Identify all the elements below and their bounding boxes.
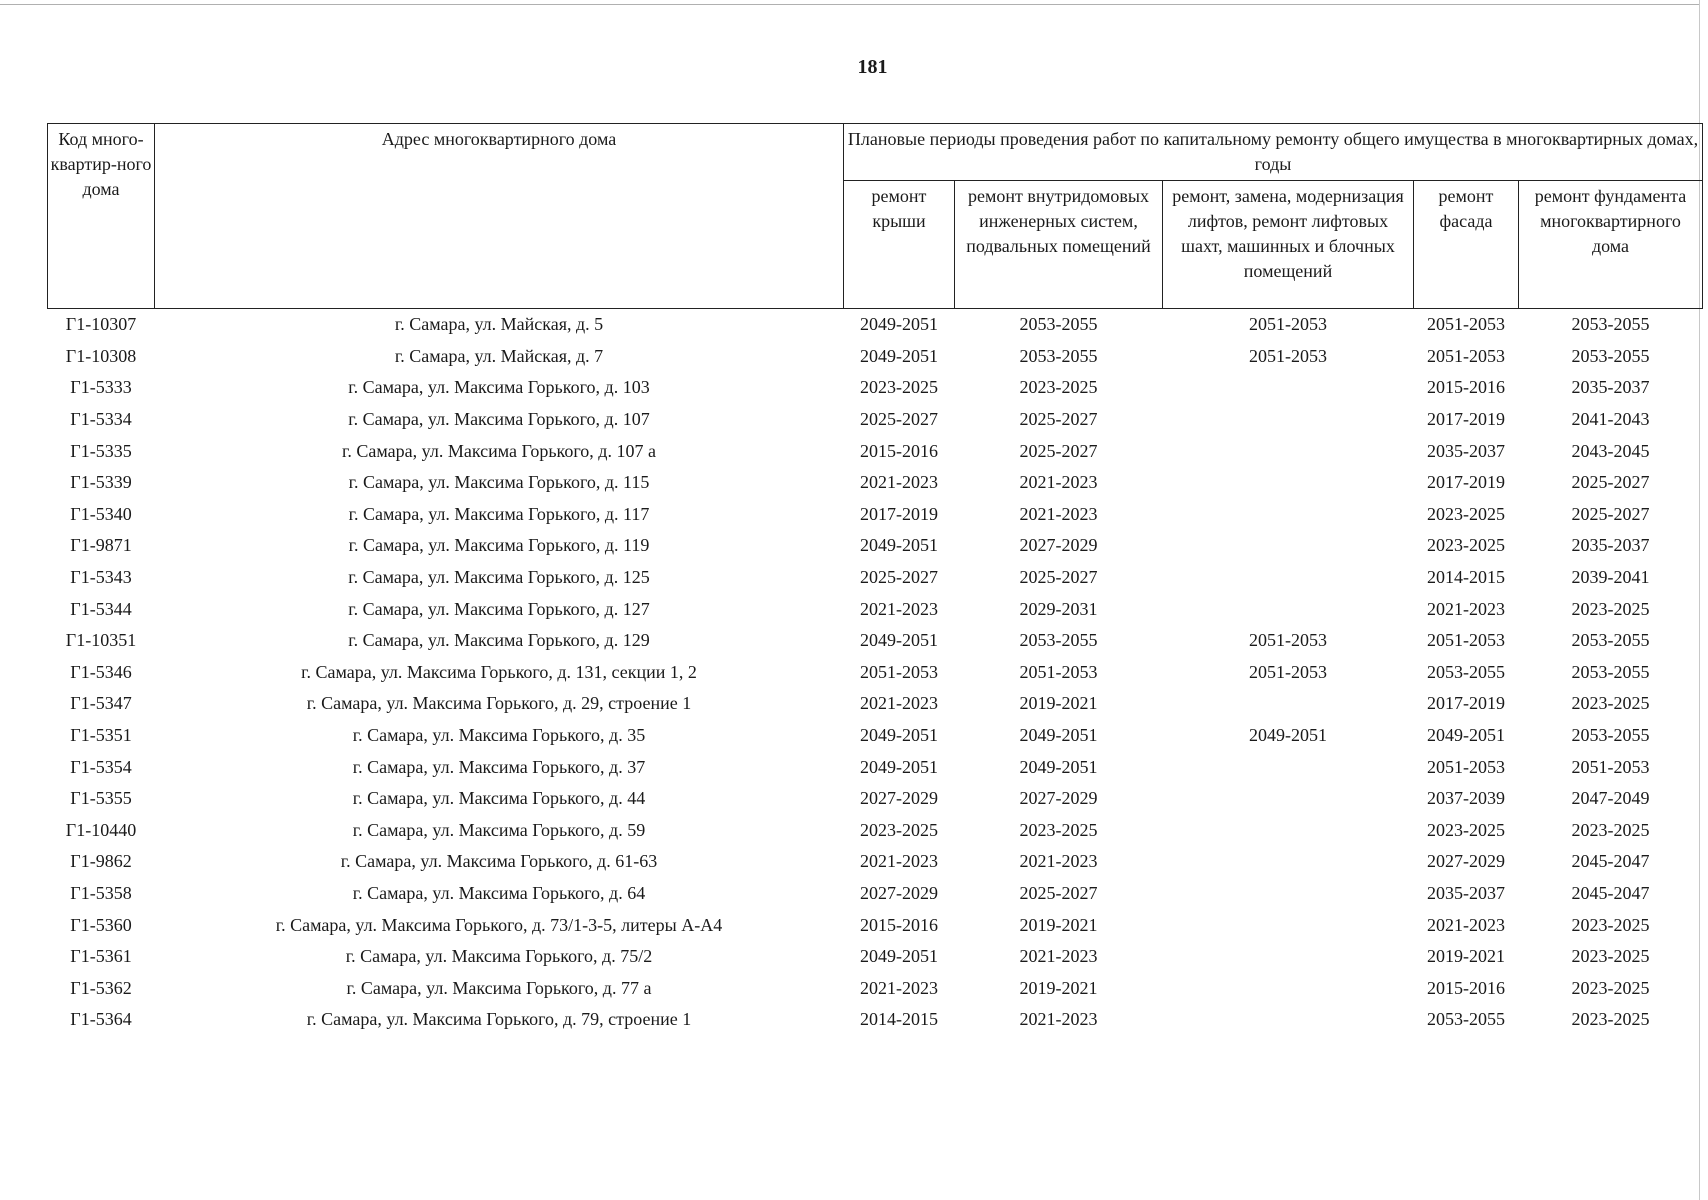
cell-foundation: 2043-2045	[1571, 440, 1650, 461]
cell-code: Г1-5364	[70, 1009, 132, 1030]
cell-foundation: 2023-2025	[1571, 946, 1650, 967]
cell-code: Г1-5358	[70, 882, 132, 903]
table-body	[48, 309, 1703, 1036]
cell-engineering: 2053-2055	[1019, 630, 1098, 651]
page-number: 181	[857, 56, 888, 78]
cell-roof: 2027-2029	[860, 882, 938, 903]
cell-facade: 2017-2019	[1427, 472, 1505, 493]
cell-facade: 2023-2025	[1427, 819, 1505, 840]
cell-facade: 2015-2016	[1427, 977, 1505, 998]
cell-facade: 2037-2039	[1427, 788, 1505, 809]
cell-elevators	[1163, 530, 1414, 562]
table-row	[48, 435, 1703, 467]
cell-roof: 2021-2023	[860, 472, 938, 493]
cell-address: г. Самара, ул. Максима Горького, д. 125	[348, 567, 650, 588]
cell-code: Г1-5354	[70, 756, 132, 777]
cell-address: г. Самара, ул. Максима Горького, д. 131, секции 1, 2	[301, 661, 697, 682]
cell-engineering: 2023-2025	[1019, 377, 1098, 398]
cell-foundation: 2053-2055	[1571, 345, 1650, 366]
cell-foundation: 2035-2037	[1571, 377, 1650, 398]
cell-facade: 2021-2023	[1427, 914, 1505, 935]
cell-address: г. Самара, ул. Максима Горького, д. 59	[352, 819, 646, 840]
cell-roof: 2027-2029	[860, 788, 938, 809]
cell-foundation: 2023-2025	[1571, 1009, 1650, 1030]
cell-roof: 2049-2051	[860, 756, 938, 777]
cell-engineering: 2025-2027	[1019, 409, 1098, 430]
cell-elevators: 2051-2053	[1249, 661, 1327, 682]
cell-facade: 2051-2053	[1427, 756, 1505, 777]
table-row	[48, 593, 1703, 625]
cell-address: г. Самара, ул. Максима Горького, д. 73/1-3-5, литеры А-А4	[275, 914, 723, 935]
cell-foundation: 2023-2025	[1571, 977, 1650, 998]
cell-engineering: 2021-2023	[1019, 472, 1098, 493]
cell-address: г. Самара, ул. Максима Горького, д. 37	[352, 756, 646, 777]
cell-elevators	[1163, 499, 1414, 531]
cell-code: Г1-5335	[70, 440, 132, 461]
cell-foundation: 2053-2055	[1571, 314, 1650, 335]
cell-address: г. Самара, ул. Максима Горького, д. 127	[348, 598, 650, 619]
cell-address: г. Самара, ул. Максима Горького, д. 115	[348, 472, 650, 493]
cell-facade: 2051-2053	[1427, 630, 1505, 651]
cell-roof: 2049-2051	[860, 314, 938, 335]
cell-elevators: 2051-2053	[1249, 314, 1327, 335]
cell-facade: 2035-2037	[1427, 440, 1505, 461]
cell-foundation: 2045-2047	[1571, 851, 1650, 872]
cell-engineering: 2025-2027	[1019, 440, 1098, 461]
cell-elevators	[1163, 435, 1414, 467]
cell-roof: 2021-2023	[860, 598, 938, 619]
cell-code: Г1-10307	[65, 314, 137, 335]
cell-roof: 2049-2051	[860, 946, 938, 967]
cell-facade: 2051-2053	[1427, 345, 1505, 366]
cell-roof: 2021-2023	[860, 851, 938, 872]
cell-facade: 2021-2023	[1427, 598, 1505, 619]
cell-elevators	[1163, 688, 1414, 720]
cell-foundation: 2023-2025	[1571, 693, 1650, 714]
cell-code: Г1-10308	[65, 345, 137, 366]
cell-roof: 2015-2016	[860, 914, 938, 935]
cell-engineering: 2025-2027	[1019, 882, 1098, 903]
cell-address: г. Самара, ул. Максима Горького, д. 61-63	[340, 851, 658, 872]
cell-address: г. Самара, ул. Максима Горького, д. 77 а	[346, 977, 652, 998]
cell-engineering: 2051-2053	[1019, 661, 1098, 682]
cell-address: г. Самара, ул. Максима Горького, д. 129	[348, 630, 650, 651]
cell-code: Г1-5343	[70, 567, 132, 588]
cell-elevators: 2051-2053	[1249, 345, 1327, 366]
cell-roof: 2049-2051	[860, 725, 938, 746]
cell-engineering: 2021-2023	[1019, 503, 1098, 524]
cell-elevators	[1163, 1004, 1414, 1036]
table-row	[48, 941, 1703, 973]
cell-facade: 2023-2025	[1427, 503, 1505, 524]
cell-facade: 2049-2051	[1427, 725, 1505, 746]
cell-engineering: 2021-2023	[1019, 851, 1098, 872]
header-facade: ремонт фасада	[1414, 181, 1519, 309]
header-elevators: ремонт, замена, модернизация лифтов, ремонт лифтовых шахт, машинных и блочных помещений	[1163, 181, 1414, 309]
cell-foundation: 2025-2027	[1571, 472, 1650, 493]
cell-address: г. Самара, ул. Максима Горького, д. 44	[352, 788, 646, 809]
cell-engineering: 2027-2029	[1019, 788, 1098, 809]
cell-foundation: 2047-2049	[1571, 788, 1650, 809]
table-row	[48, 499, 1703, 531]
cell-engineering: 2053-2055	[1019, 314, 1098, 335]
table-row	[48, 909, 1703, 941]
cell-elevators	[1163, 815, 1414, 847]
cell-address: г. Самара, ул. Максима Горького, д. 75/2	[345, 946, 653, 967]
cell-foundation: 2045-2047	[1571, 882, 1650, 903]
cell-address: г. Самара, ул. Максима Горького, д. 79, строение 1	[306, 1009, 692, 1030]
cell-elevators	[1163, 751, 1414, 783]
cell-elevators	[1163, 372, 1414, 404]
table-row	[48, 625, 1703, 657]
cell-facade: 2035-2037	[1427, 882, 1505, 903]
cell-code: Г1-5339	[70, 472, 132, 493]
cell-facade: 2053-2055	[1427, 1009, 1505, 1030]
table-row	[48, 530, 1703, 562]
cell-engineering: 2021-2023	[1019, 1009, 1098, 1030]
cell-code: Г1-9871	[70, 535, 132, 556]
cell-foundation: 2053-2055	[1571, 630, 1650, 651]
cell-address: г. Самара, ул. Максима Горького, д. 117	[348, 503, 650, 524]
cell-roof: 2017-2019	[860, 503, 938, 524]
cell-elevators	[1163, 846, 1414, 878]
table-row	[48, 815, 1703, 847]
header-address: Адрес многоквартирного дома	[155, 124, 844, 309]
cell-roof: 2014-2015	[860, 1009, 938, 1030]
cell-elevators	[1163, 972, 1414, 1004]
cell-elevators	[1163, 404, 1414, 436]
cell-address: г. Самара, ул. Максима Горького, д. 103	[348, 377, 650, 398]
cell-facade: 2027-2029	[1427, 851, 1505, 872]
cell-facade: 2017-2019	[1427, 693, 1505, 714]
table-row	[48, 467, 1703, 499]
cell-elevators	[1163, 783, 1414, 815]
cell-foundation: 2053-2055	[1571, 661, 1650, 682]
cell-elevators	[1163, 941, 1414, 973]
cell-foundation: 2023-2025	[1571, 914, 1650, 935]
cell-elevators	[1163, 562, 1414, 594]
cell-engineering: 2053-2055	[1019, 345, 1098, 366]
table-row	[48, 878, 1703, 910]
cell-address: г. Самара, ул. Максима Горького, д. 29, строение 1	[306, 693, 692, 714]
cell-engineering: 2021-2023	[1019, 946, 1098, 967]
cell-code: Г1-5334	[70, 409, 132, 430]
cell-code: Г1-10351	[65, 630, 137, 651]
header-row-top	[48, 124, 1703, 181]
capital-repair-table	[47, 123, 1703, 1036]
header-foundation: ремонт фундамента многоквартирного дома	[1519, 181, 1703, 309]
cell-engineering: 2025-2027	[1019, 567, 1098, 588]
cell-foundation: 2035-2037	[1571, 535, 1650, 556]
cell-elevators: 2049-2051	[1249, 725, 1327, 746]
cell-code: Г1-5333	[70, 377, 132, 398]
cell-roof: 2025-2027	[860, 567, 938, 588]
cell-roof: 2049-2051	[860, 630, 938, 651]
scan-border-top	[0, 4, 1700, 5]
cell-facade: 2014-2015	[1427, 567, 1505, 588]
cell-code: Г1-5361	[70, 946, 132, 967]
cell-code: Г1-5347	[70, 693, 132, 714]
cell-engineering: 2019-2021	[1019, 693, 1098, 714]
cell-code: Г1-10440	[65, 819, 137, 840]
cell-engineering: 2049-2051	[1019, 725, 1098, 746]
cell-elevators	[1163, 909, 1414, 941]
table-row	[48, 404, 1703, 436]
table-row	[48, 341, 1703, 373]
table-row	[48, 720, 1703, 752]
table-row	[48, 972, 1703, 1004]
cell-facade: 2053-2055	[1427, 661, 1505, 682]
cell-facade: 2015-2016	[1427, 377, 1505, 398]
cell-roof: 2049-2051	[860, 345, 938, 366]
cell-elevators	[1163, 467, 1414, 499]
cell-foundation: 2025-2027	[1571, 503, 1650, 524]
cell-engineering: 2019-2021	[1019, 977, 1098, 998]
table-row	[48, 562, 1703, 594]
table-row	[48, 688, 1703, 720]
cell-roof: 2023-2025	[860, 377, 938, 398]
cell-roof: 2023-2025	[860, 819, 938, 840]
cell-engineering: 2027-2029	[1019, 535, 1098, 556]
cell-facade: 2023-2025	[1427, 535, 1505, 556]
cell-foundation: 2041-2043	[1571, 409, 1650, 430]
table-row	[48, 1004, 1703, 1036]
cell-foundation: 2023-2025	[1571, 598, 1650, 619]
table-row	[48, 372, 1703, 404]
cell-code: Г1-5360	[70, 914, 132, 935]
header-engineering: ремонт внутридомовых инженерных систем, подвальных помещений	[955, 181, 1163, 309]
cell-foundation: 2051-2053	[1571, 756, 1650, 777]
cell-code: Г1-5340	[70, 503, 132, 524]
cell-foundation: 2053-2055	[1571, 725, 1650, 746]
table-row	[48, 657, 1703, 689]
header-planned-periods: Плановые периоды проведения работ по капитальному ремонту общего имущества в многоквартирных домах, годы	[844, 124, 1703, 181]
cell-facade: 2051-2053	[1427, 314, 1505, 335]
cell-roof: 2015-2016	[860, 440, 938, 461]
cell-engineering: 2023-2025	[1019, 819, 1098, 840]
cell-code: Г1-5355	[70, 788, 132, 809]
cell-roof: 2021-2023	[860, 693, 938, 714]
cell-code: Г1-9862	[70, 851, 132, 872]
cell-foundation: 2039-2041	[1571, 567, 1650, 588]
cell-roof: 2025-2027	[860, 409, 938, 430]
cell-engineering: 2049-2051	[1019, 756, 1098, 777]
table-row	[48, 751, 1703, 783]
cell-engineering: 2029-2031	[1019, 598, 1098, 619]
cell-address: г. Самара, ул. Майская, д. 7	[394, 345, 604, 366]
cell-code: Г1-5351	[70, 725, 132, 746]
cell-address: г. Самара, ул. Майская, д. 5	[394, 314, 604, 335]
cell-address: г. Самара, ул. Максима Горького, д. 107	[348, 409, 650, 430]
cell-facade: 2019-2021	[1427, 946, 1505, 967]
header-roof: ремонт крыши	[844, 181, 955, 309]
cell-code: Г1-5362	[70, 977, 132, 998]
cell-roof: 2021-2023	[860, 977, 938, 998]
cell-elevators	[1163, 593, 1414, 625]
cell-code: Г1-5344	[70, 598, 132, 619]
cell-roof: 2051-2053	[860, 661, 938, 682]
cell-engineering: 2019-2021	[1019, 914, 1098, 935]
cell-address: г. Самара, ул. Максима Горького, д. 35	[352, 725, 646, 746]
cell-roof: 2049-2051	[860, 535, 938, 556]
table-row	[48, 309, 1703, 341]
cell-code: Г1-5346	[70, 661, 132, 682]
cell-address: г. Самара, ул. Максима Горького, д. 107 а	[342, 440, 656, 461]
cell-facade: 2017-2019	[1427, 409, 1505, 430]
table-row	[48, 783, 1703, 815]
cell-elevators	[1163, 878, 1414, 910]
cell-foundation: 2023-2025	[1571, 819, 1650, 840]
table-row	[48, 846, 1703, 878]
cell-address: г. Самара, ул. Максима Горького, д. 64	[352, 882, 646, 903]
cell-address: г. Самара, ул. Максима Горького, д. 119	[348, 535, 650, 556]
cell-elevators: 2051-2053	[1249, 630, 1327, 651]
header-code: Код много-квартир-ного дома	[48, 124, 155, 309]
